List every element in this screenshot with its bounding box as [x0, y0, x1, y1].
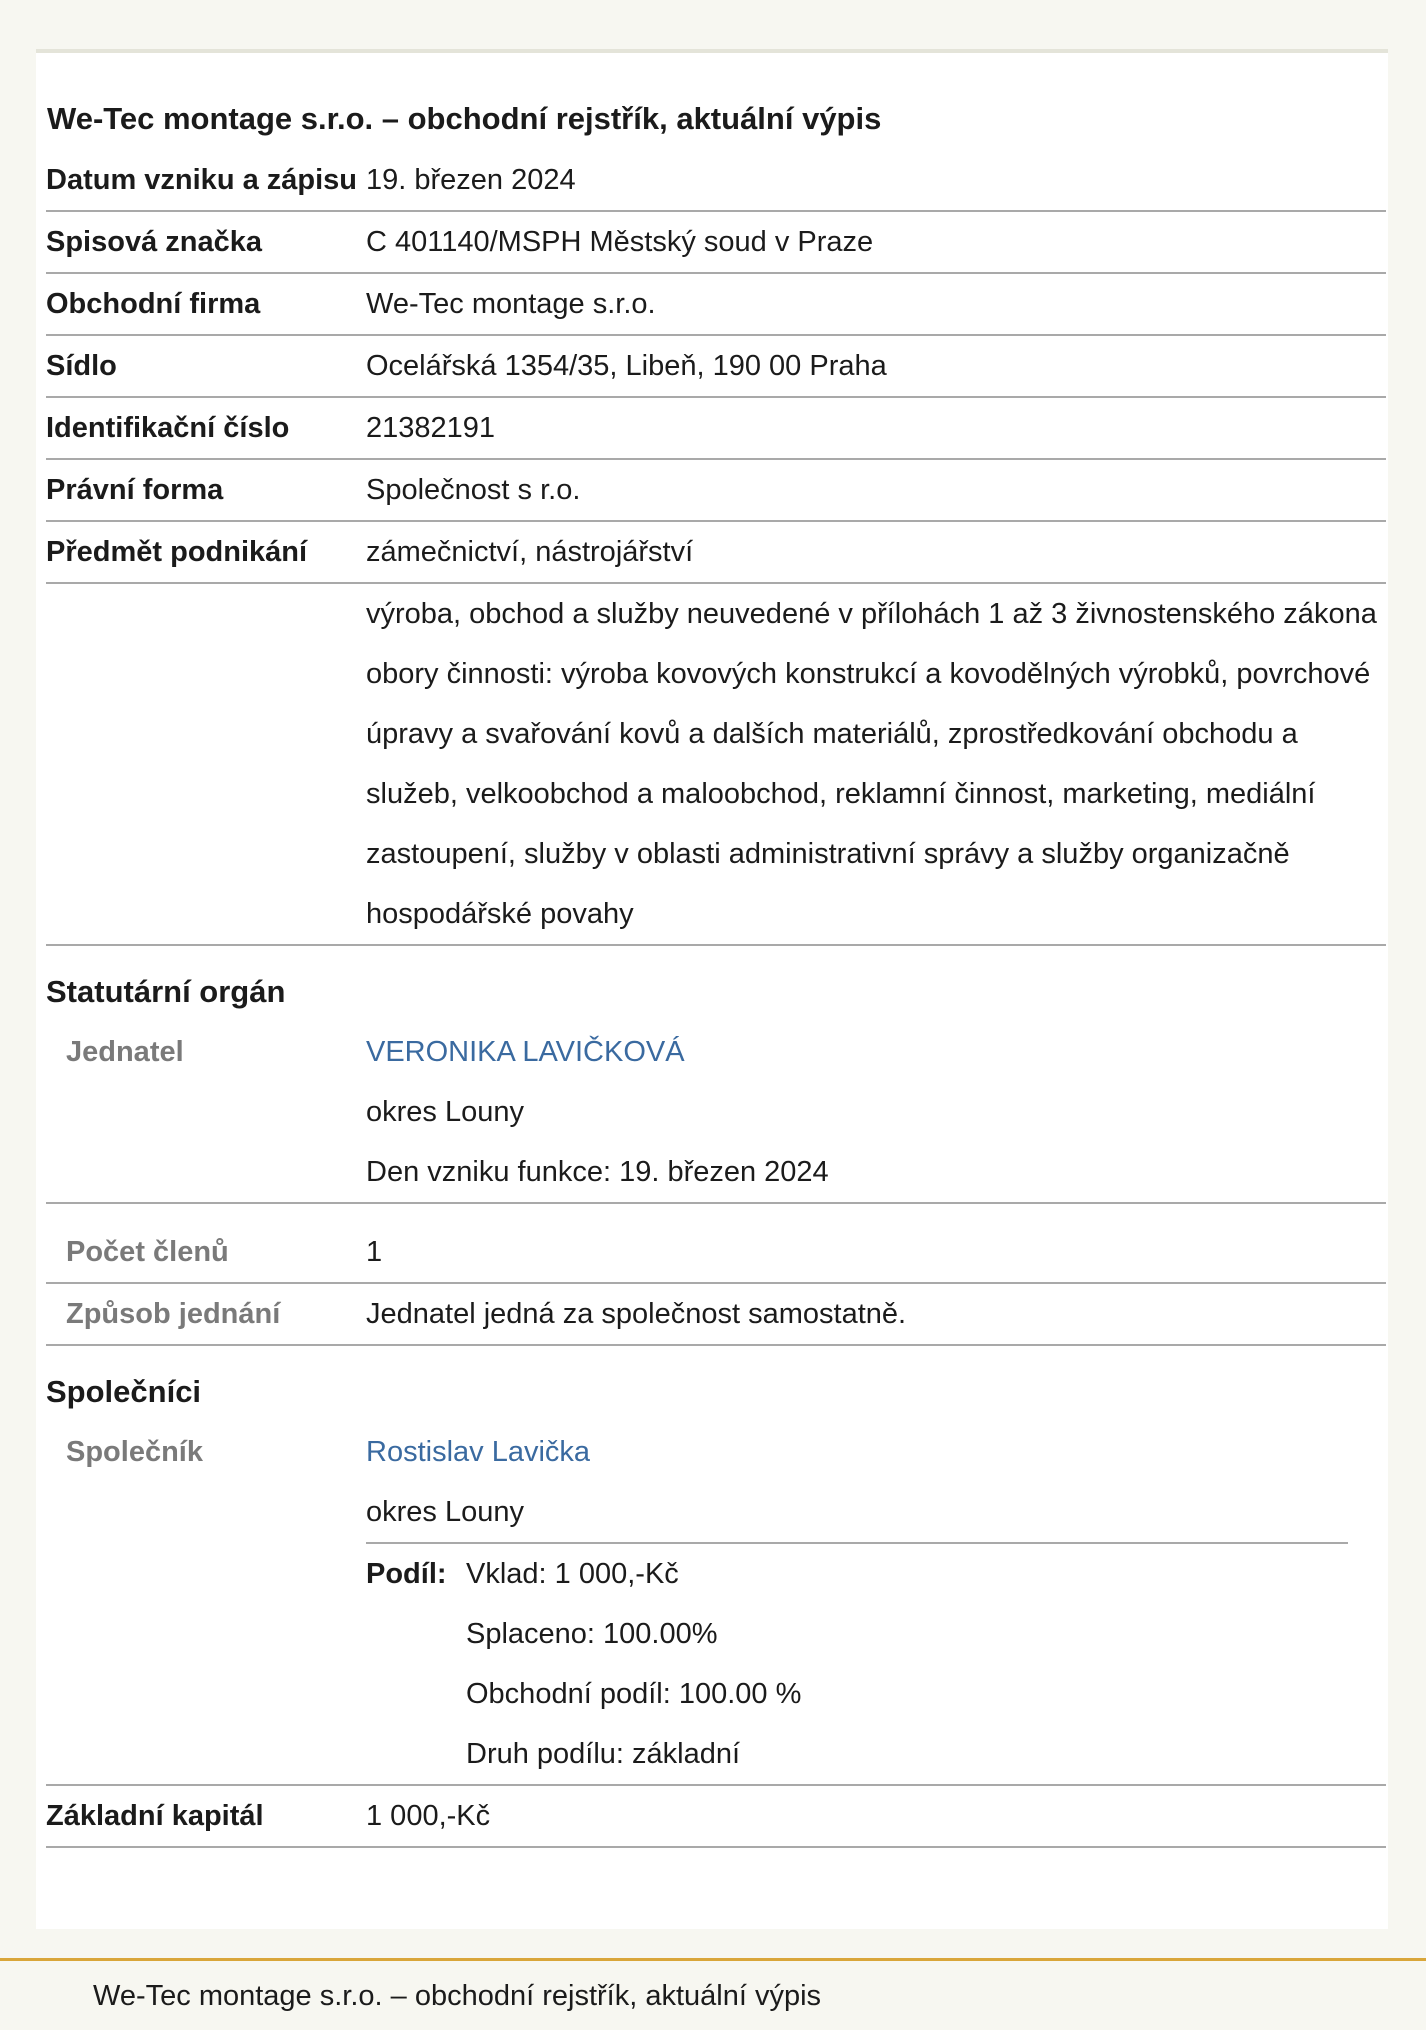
footer-text: We-Tec montage s.r.o. – obchodní rejstřík, aktuální výpis: [93, 1980, 822, 2012]
share-block: [366, 1544, 1378, 1784]
section-spolecnici: [46, 1345, 1386, 1422]
jednatel-den-vzniku: Den vzniku funkce: 19. březen 2024: [366, 1156, 829, 1188]
value-sidlo: Ocelářská 1354/35, Libeň, 190 00 Praha: [366, 335, 1386, 397]
value-kapital: 1 000,-Kč: [366, 1785, 1386, 1847]
registry-table: [46, 150, 1386, 1848]
value-zpusob: Jednatel jedná za společnost samostatně.: [366, 1283, 1386, 1345]
row-zpusob: [46, 1283, 1386, 1345]
label-zpusob: Způsob jednání: [46, 1283, 366, 1345]
jednatel-name-link[interactable]: VERONIKA LAVIČKOVÁ: [366, 1036, 685, 1068]
row-kapital: [46, 1785, 1386, 1847]
share-obchodni-podil: Obchodní podíl: 100.00 %: [466, 1678, 802, 1710]
spolecnik-name-link[interactable]: Rostislav Lavička: [366, 1436, 591, 1468]
jednatel-okres: okres Louny: [366, 1096, 524, 1128]
value-forma: Společnost s r.o.: [366, 459, 1386, 521]
row-forma: [46, 459, 1386, 521]
label-datum: Datum vzniku a zápisu: [46, 150, 366, 211]
page-title: We-Tec montage s.r.o. – obchodní rejstřík, aktuální výpis: [47, 101, 882, 136]
section-heading-spolecnici: Společníci: [46, 1374, 202, 1409]
row-firma: [46, 273, 1386, 335]
spolecnik-okres: okres Louny: [366, 1496, 524, 1528]
row-predmet: [46, 521, 1386, 583]
value-pocet: 1: [366, 1203, 1386, 1283]
label-spis: Spisová značka: [46, 211, 366, 273]
value-spis: C 401140/MSPH Městský soud v Praze: [366, 211, 1386, 273]
row-spis: [46, 211, 1386, 273]
share-druh: Druh podílu: základní: [466, 1738, 741, 1770]
label-firma: Obchodní firma: [46, 273, 366, 335]
label-predmet: Předmět podnikání: [46, 521, 366, 583]
row-sidlo: [46, 335, 1386, 397]
value-firma: We-Tec montage s.r.o.: [366, 273, 1386, 335]
section-statutar: [46, 945, 1386, 1022]
share-splaceno: Splaceno: 100.00%: [466, 1618, 718, 1650]
row-ic: [46, 397, 1386, 459]
label-spolecnik: Společník: [46, 1422, 366, 1785]
row-pocet: [46, 1203, 1386, 1283]
value-predmet-2: výroba, obchod a služby neuvedené v přílohách 1 až 3 živnostenského zákona obory činnosti: výroba kovových konstrukcí a kovodělných výrobků, povrchové úpravy a svařování kovů a dalších materiálů, zprostředkování obchodu a služeb, velkoobchod a maloobchod, reklamní činnost, marketing, mediální zastoupení, služby v oblasti administrativní správy a služby organizačně hospodářské povahy: [366, 583, 1386, 945]
label-ic: Identifikační číslo: [46, 397, 366, 459]
row-spolecnik: [46, 1422, 1386, 1785]
value-predmet-1: zámečnictví, nástrojářství: [366, 521, 1386, 583]
label-kapital: Základní kapitál: [46, 1785, 366, 1847]
row-predmet-2: [46, 583, 1386, 945]
label-jednatel: Jednatel: [46, 1022, 366, 1203]
footer-divider: [0, 1958, 1426, 1961]
label-forma: Právní forma: [46, 459, 366, 521]
label-sidlo: Sídlo: [46, 335, 366, 397]
label-pocet: Počet členů: [46, 1203, 366, 1283]
row-jednatel: [46, 1022, 1386, 1203]
podil-label: Podíl:: [366, 1558, 447, 1590]
share-vklad: Vklad: 1 000,-Kč: [466, 1558, 679, 1590]
value-ic: 21382191: [366, 397, 1386, 459]
value-datum: 19. březen 2024: [366, 150, 1386, 211]
row-datum: [46, 150, 1386, 211]
section-heading-statutar: Statutární orgán: [46, 974, 286, 1009]
